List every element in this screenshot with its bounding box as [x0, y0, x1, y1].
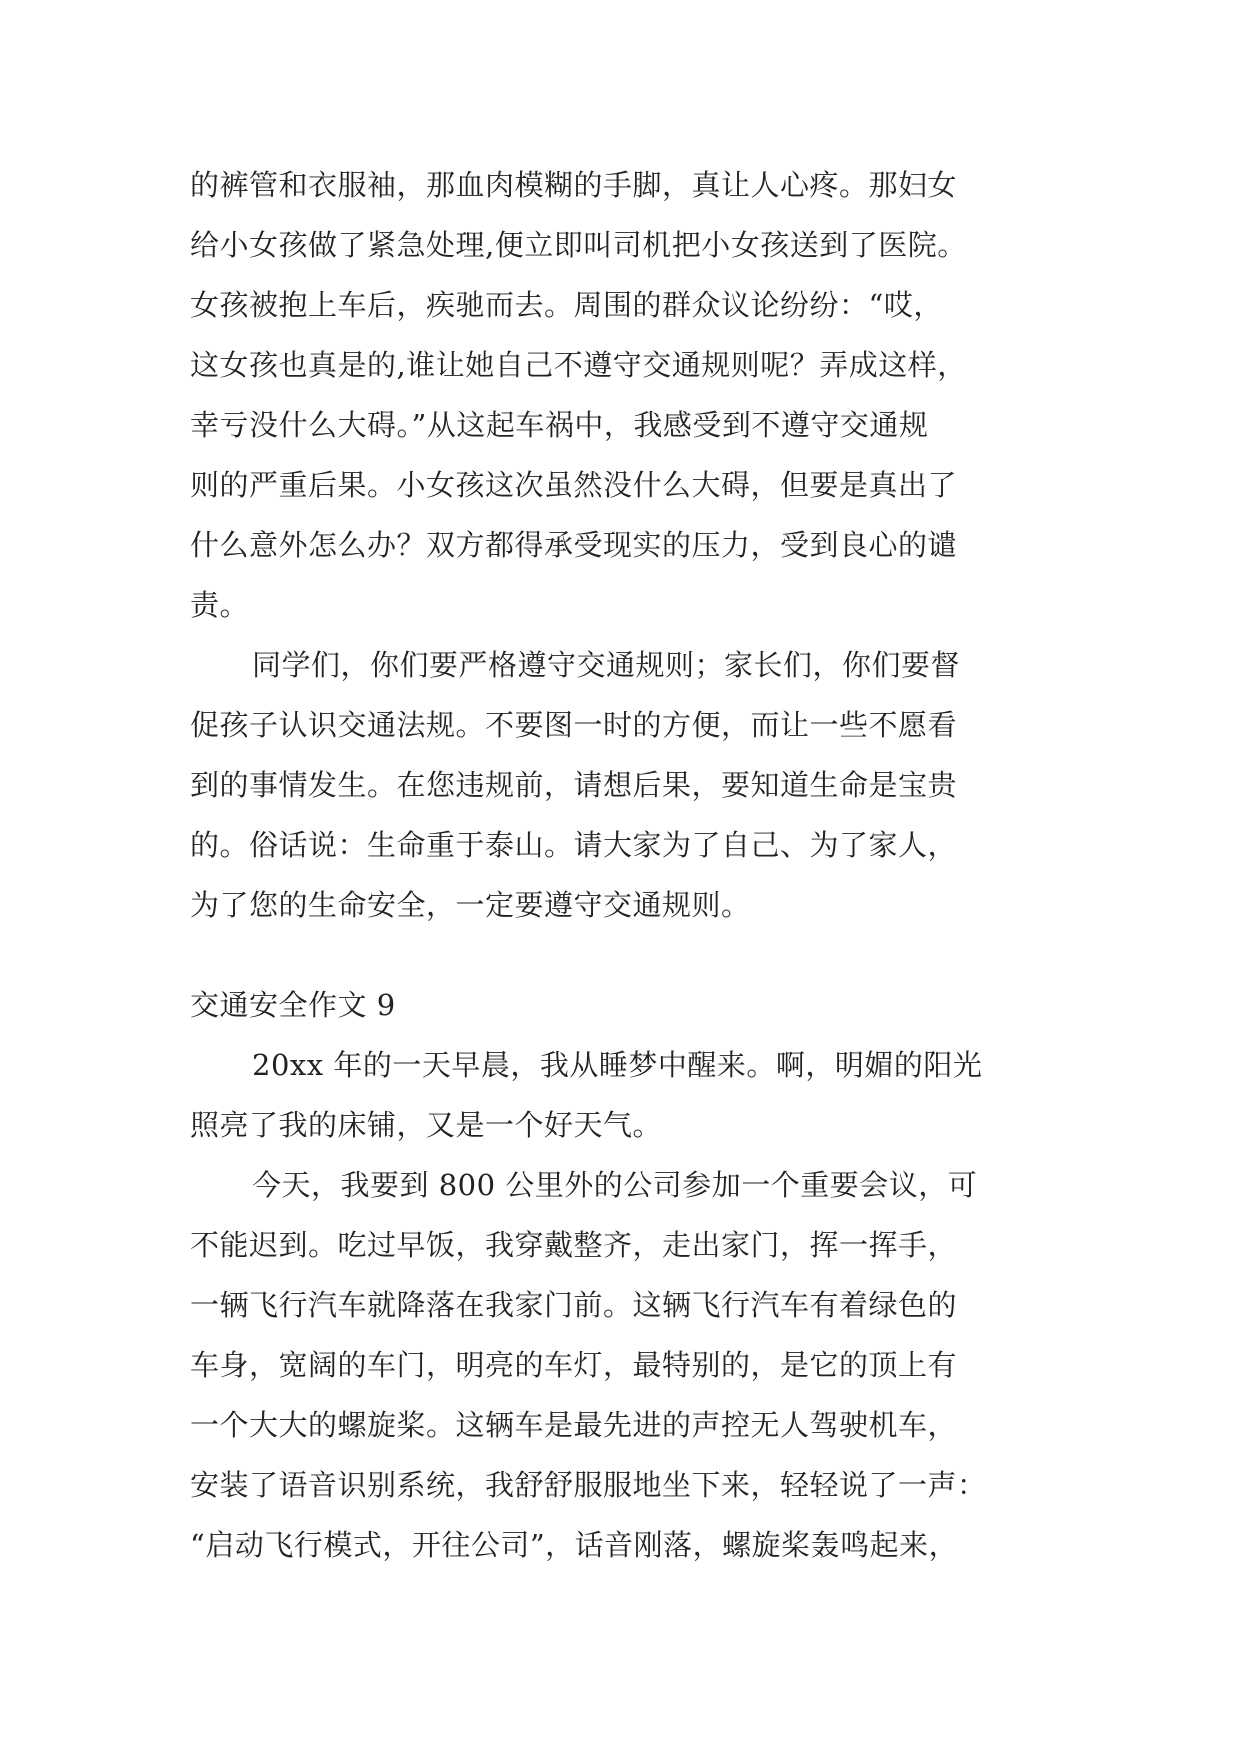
paragraph-2-line-1: 同学们，你们要严格遵守交通规则；家长们，你们要督 — [252, 648, 961, 682]
paragraph-1-line-5: 幸亏没什么大碍。”从这起车祸中，我感受到不遵守交通规 — [190, 408, 929, 442]
paragraph-1-line-1: 的裤管和衣服袖，那血肉模糊的手脚，真让人心疼。那妇女 — [190, 168, 958, 202]
paragraph-4-line-3: 一辆飞行汽车就降落在我家门前。这辆飞行汽车有着绿色的 — [190, 1288, 958, 1322]
paragraph-3-line-1: 20xx 年的一天早晨，我从睡梦中醒来。啊，明媚的阳光 — [252, 1048, 983, 1082]
paragraph-1-line-3: 女孩被抱上车后，疾驰而去。周围的群众议论纷纷：“哎， — [190, 288, 943, 322]
paragraph-1-line-7: 什么意外怎么办？双方都得承受现实的压力，受到良心的谴 — [190, 528, 958, 562]
paragraph-4-line-5: 一个大大的螺旋桨。这辆车是最先进的声控无人驾驶机车， — [190, 1408, 958, 1442]
paragraph-1-line-4: 这女孩也真是的,谁让她自己不遵守交通规则呢？弄成这样， — [190, 348, 967, 382]
paragraph-1-line-2: 给小女孩做了紧急处理,便立即叫司机把小女孩送到了医院。 — [190, 228, 967, 262]
paragraph-2-line-3: 到的事情发生。在您违规前，请想后果，要知道生命是宝贵 — [190, 768, 958, 802]
paragraph-3-line-2: 照亮了我的床铺，又是一个好天气。 — [190, 1108, 663, 1142]
paragraph-1-line-6: 则的严重后果。小女孩这次虽然没什么大碍，但要是真出了 — [190, 468, 958, 502]
paragraph-2-line-5: 为了您的生命安全，一定要遵守交通规则。 — [190, 888, 751, 922]
paragraph-2-line-2: 促孩子认识交通法规。不要图一时的方便，而让一些不愿看 — [190, 708, 958, 742]
section-title: 交通安全作文 9 — [190, 988, 396, 1022]
paragraph-1-line-8: 责。 — [190, 588, 250, 622]
paragraph-4-line-6: 安装了语音识别系统，我舒舒服服地坐下来，轻轻说了一声： — [190, 1468, 987, 1502]
paragraph-4-line-1: 今天，我要到 800 公里外的公司参加一个重要会议，可 — [252, 1168, 978, 1202]
paragraph-4-line-4: 车身，宽阔的车门，明亮的车灯，最特别的，是它的顶上有 — [190, 1348, 958, 1382]
paragraph-4-line-7: “启动飞行模式，开往公司”，话音刚落，螺旋桨轰鸣起来， — [190, 1528, 959, 1562]
paragraph-4-line-2: 不能迟到。吃过早饭，我穿戴整齐，走出家门，挥一挥手， — [190, 1228, 958, 1262]
paragraph-2-line-4: 的。俗话说：生命重于泰山。请大家为了自己、为了家人， — [190, 828, 958, 862]
